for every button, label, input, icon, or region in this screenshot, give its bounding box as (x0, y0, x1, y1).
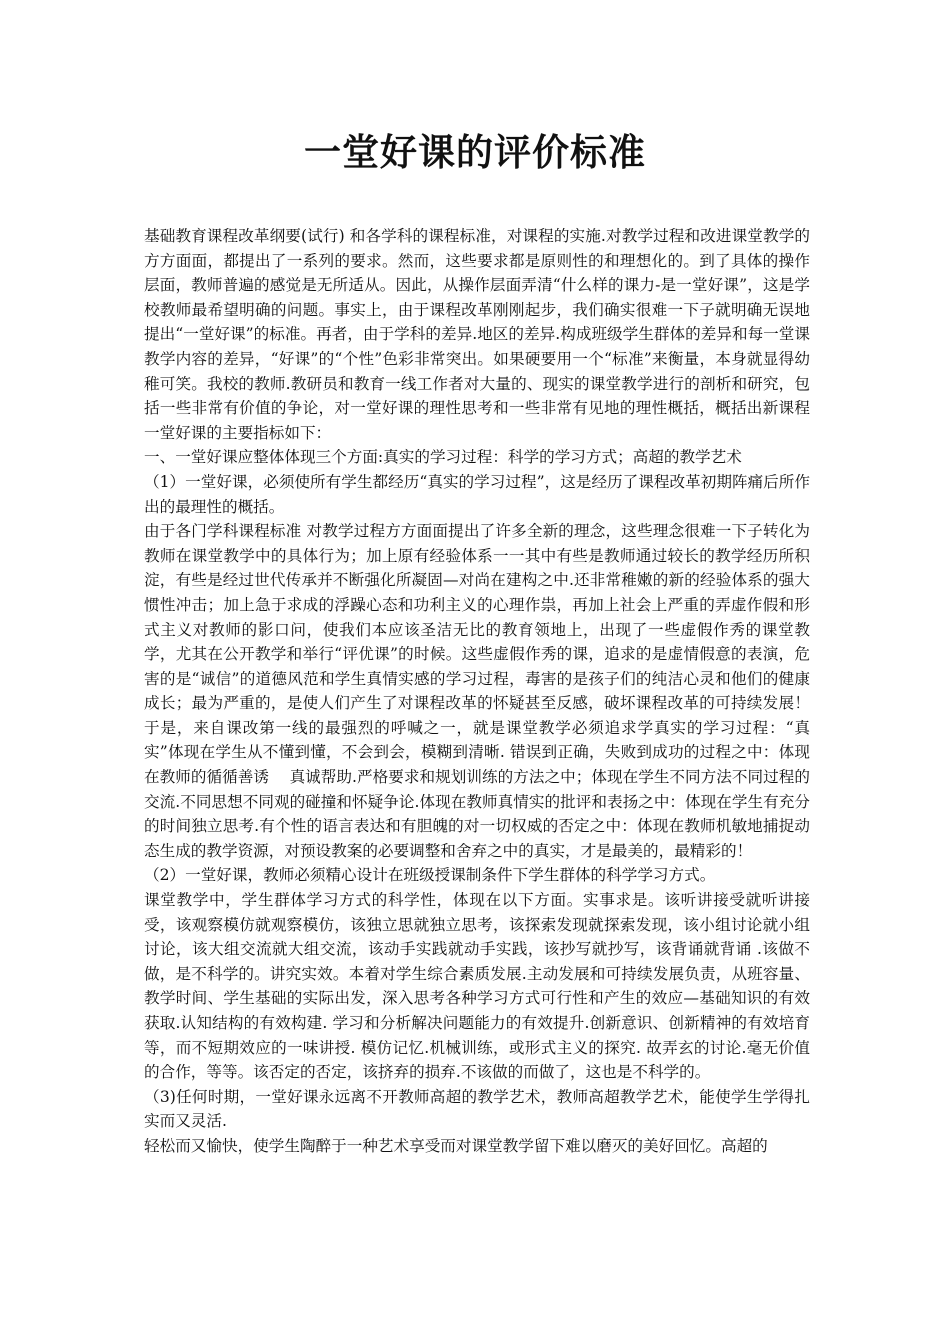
paragraph-intro: 基础教育课程改革纲要(试行) 和各学科的课程标准，对课程的实施.对教学过程和改进课堂教学的方方面面，都提出了一系列的要求。然而，这些要求都是原则性的和理想化的。到了具体的操作层面，教师普遍的感觉是无所适从。因此，从操作层面弄清“什么样的课力-是一堂好课”，这是学校教师最希望明确的问题。事实上，由于课程改革刚刚起步，我们确实很难一下子就明确无误地提出“一堂好课”的标准。再者，由于学科的差异.地区的差异.构成班级学生群体的差异和每一堂课教学内容的差异，“好课”的“个性”色彩非常突出。如果硬要用一个“标准”来衡量，本身就显得幼稚可笑。我校的教师.教研员和教育一线工作者对大量的、现实的课堂教学进行的剖析和研究，包括一些非常有价值的争论，对一堂好课的理性思考和一些非常有见地的理性概括，概括出新课程一堂好课的主要指标如下： (144, 227, 810, 442)
paragraph-real-learning: 由于各门学科课程标准 对教学过程方方面面提出了许多全新的理念，这些理念很难一下子转化为教师在课堂教学中的具体行为；加上原有经验体系一一其中有些是教师通过较长的教学经历所积淀，有些是经过世代传承并不断强化所凝固—对尚在建构之中.还非常稚嫩的新的经验体系的强大惯性冲击；加上急于求成的浮躁心态和功利主义的心理作祟，再加上社会上严重的弄虚作假和形式主义对教师的影口问，使我们本应该圣洁无比的教育领地上，出现了一些虚假作秀的课堂教学，尤其在公开教学和举行“评优课”的时候。这些虚假作秀的课，追求的是虚情假意的表演，危害的是“诚信”的道德风范和学生真情实感的学习过程，毒害的是孩子们的纯洁心灵和他们的健康成长；最为严重的，是使人们产生了对课程改革的怀疑甚至反感，破坏课程改革的可持续发展！于是，来自课改第一线的最强烈的呼喊之一，就是课堂教学必须追求学真实的学习过程：“真实”体现在学生从不懂到懂，不会到会，模糊到清晰. 错误到正确，失败到成功的过程之中：体现在教师的循循善诱 真诚帮助.严格要求和规划训练的方法之中；体现在学生不同方法不同过程的交流.不同思想不同观的碰撞和怀疑争论.体现在教师真情实的批评和表扬之中：体现在学生有充分的时间独立思考.有个性的语言表达和有胆魄的对一切权威的否定之中：体现在教师机敏地捕捉动态生成的教学资源，对预设教案的必要调整和舍弃之中的真实，才是最美的，最精彩的！ (144, 522, 810, 860)
paragraph-teaching-art: 轻松而又愉快，使学生陶醉于一种艺术享受而对课堂教学留下难以磨灭的美好回忆。高超的 (144, 1136, 768, 1155)
paragraph-point-3: （3)任何时期，一堂好课永远离不开教师高超的教学艺术，教师高超教学艺术，能使学生学得扎实而又灵活. (144, 1087, 810, 1131)
paragraph-scientific-method: 课堂教学中，学生群体学习方式的科学性，体现在以下方面。实事求是。该听讲接受就听讲接受，该观察模仿就观察模仿，该独立思就独立思考，该探索发现就探索发现，该小组讨论就小组讨论，该大组交流就大组交流，该动手实践就动手实践，该抄写就抄写，该背诵就背诵 .该做不做，是不科学的。讲究实效。本着对学生综合素质发展.主动发展和可持续发展负责，从班容量、教学时间、学生基础的实际出发，深入思考各种学习方式可行性和产生的效应—基础知识的有效获取.认知结构的有效构建. 学习和分析解决问题能力的有效提升.创新意识、创新精神的有效培育等，而不短期效应的一味讲授. 模仿记忆.机械训练，或形式主义的探究. 故弄玄的讨论.毫无价值的合作，等等。该否定的否定，该挤弃的损弃.不该做的而做了，这也是不科学的。 (144, 891, 810, 1082)
document-body (144, 224, 810, 1159)
page-title: 一堂好课的评价标准 (304, 130, 646, 174)
paragraph-point-1: （1）一堂好课，必须使所有学生都经历“真实的学习过程”，这是经历了课程改革初期阵痛后所作出的最理性的概括。 (144, 472, 810, 516)
paragraph-point-2: （2）一堂好课，教师必须精心设计在班级授课制条件下学生群体的科学学习方式。 (144, 866, 716, 885)
paragraph-heading-one: 一、一堂好课应整体体现三个方面:真实的学习过程：科学的学习方式；高超的教学艺术 (144, 448, 742, 467)
